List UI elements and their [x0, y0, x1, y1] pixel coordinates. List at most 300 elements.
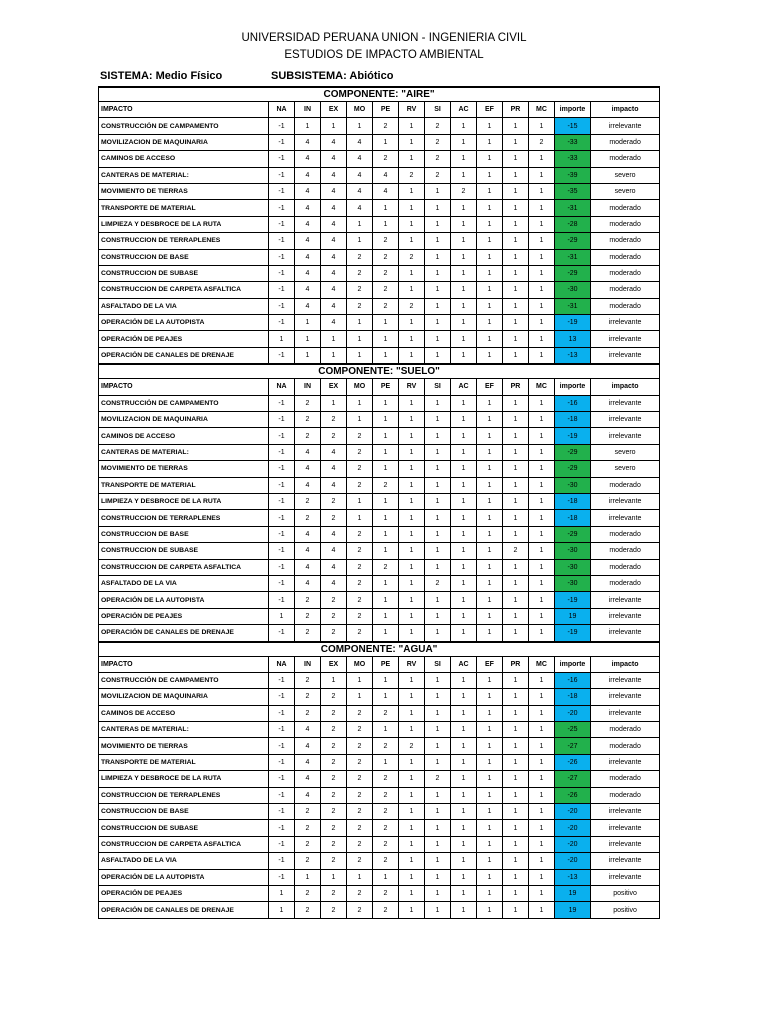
- criterion-value: 2: [399, 738, 425, 754]
- criterion-value: 1: [477, 754, 503, 770]
- column-header: PR: [503, 379, 529, 395]
- importe-cell: 13: [555, 331, 591, 347]
- criterion-value: 2: [347, 771, 373, 787]
- column-header: AC: [451, 656, 477, 672]
- criterion-value: -1: [269, 510, 295, 526]
- criterion-value: 2: [503, 543, 529, 559]
- impact-class: moderado: [591, 477, 660, 493]
- criterion-value: 1: [425, 493, 451, 509]
- criterion-value: 4: [321, 216, 347, 232]
- importe-cell: -20: [555, 705, 591, 721]
- impact-class: irrelevante: [591, 754, 660, 770]
- criterion-value: 1: [529, 118, 555, 134]
- importe-cell: -16: [555, 395, 591, 411]
- column-header: EX: [321, 656, 347, 672]
- criterion-value: 1: [477, 510, 503, 526]
- impact-name: OPERACIÓN DE CANALES DE DRENAJE: [99, 347, 269, 364]
- criterion-value: 1: [451, 298, 477, 314]
- importe-cell: -19: [555, 592, 591, 608]
- criterion-value: 1: [451, 625, 477, 642]
- criterion-value: 1: [451, 167, 477, 183]
- criterion-value: 1: [399, 575, 425, 591]
- criterion-value: 1: [477, 428, 503, 444]
- criterion-value: 1: [373, 526, 399, 542]
- criterion-value: 1: [503, 151, 529, 167]
- impact-class: moderado: [591, 543, 660, 559]
- criterion-value: 1: [477, 282, 503, 298]
- criterion-value: 1: [529, 526, 555, 542]
- impact-class: moderado: [591, 722, 660, 738]
- importe-cell: -27: [555, 738, 591, 754]
- criterion-value: 1: [399, 543, 425, 559]
- criterion-value: 4: [321, 575, 347, 591]
- criterion-value: 1: [347, 412, 373, 428]
- criterion-value: 1: [269, 608, 295, 624]
- criterion-value: 1: [347, 216, 373, 232]
- criterion-value: 1: [425, 249, 451, 265]
- table-row: [99, 167, 660, 183]
- criterion-value: 1: [399, 183, 425, 199]
- impact-name: CAMINOS DE ACCESO: [99, 151, 269, 167]
- impact-name: CAMINOS DE ACCESO: [99, 428, 269, 444]
- column-header: PE: [373, 102, 399, 118]
- criterion-value: 1: [529, 412, 555, 428]
- criterion-value: 2: [373, 771, 399, 787]
- importe-cell: -26: [555, 787, 591, 803]
- impact-class: moderado: [591, 526, 660, 542]
- impact-class: moderado: [591, 738, 660, 754]
- criterion-value: 1: [425, 559, 451, 575]
- impact-name: CONSTRUCCION DE TERRAPLENES: [99, 510, 269, 526]
- criterion-value: 1: [529, 869, 555, 885]
- criterion-value: 1: [477, 118, 503, 134]
- criterion-value: 2: [347, 705, 373, 721]
- impact-class: irrelevante: [591, 395, 660, 411]
- table-row: [99, 151, 660, 167]
- criterion-value: 1: [399, 347, 425, 364]
- criterion-value: 1: [477, 347, 503, 364]
- criterion-value: 1: [373, 331, 399, 347]
- criterion-value: 1: [321, 347, 347, 364]
- impact-class: irrelevante: [591, 493, 660, 509]
- criterion-value: 1: [477, 200, 503, 216]
- impact-name: CONSTRUCCION DE TERRAPLENES: [99, 233, 269, 249]
- criterion-value: -1: [269, 461, 295, 477]
- criterion-value: 1: [399, 771, 425, 787]
- criterion-value: 4: [295, 543, 321, 559]
- criterion-value: 1: [529, 477, 555, 493]
- impact-name: CONSTRUCCION DE SUBASE: [99, 265, 269, 281]
- criterion-value: -1: [269, 444, 295, 460]
- criterion-value: 1: [503, 216, 529, 232]
- criterion-value: 2: [321, 608, 347, 624]
- criterion-value: -1: [269, 298, 295, 314]
- impact-name: LIMPIEZA Y DESBROCE DE LA RUTA: [99, 493, 269, 509]
- criterion-value: 1: [373, 216, 399, 232]
- criterion-value: 4: [321, 233, 347, 249]
- table-row: [99, 315, 660, 331]
- criterion-value: 4: [321, 167, 347, 183]
- impact-name: CANTERAS DE MATERIAL:: [99, 167, 269, 183]
- criterion-value: 2: [295, 428, 321, 444]
- impact-name: CONSTRUCCION DE TERRAPLENES: [99, 787, 269, 803]
- criterion-value: 1: [503, 233, 529, 249]
- impact-class: moderado: [591, 575, 660, 591]
- criterion-value: 2: [347, 526, 373, 542]
- criterion-value: 2: [347, 477, 373, 493]
- table-row: [99, 885, 660, 901]
- column-header: SI: [425, 102, 451, 118]
- criterion-value: 1: [373, 428, 399, 444]
- importe-cell: -31: [555, 200, 591, 216]
- criterion-value: 1: [451, 722, 477, 738]
- criterion-value: -1: [269, 869, 295, 885]
- column-header: NA: [269, 656, 295, 672]
- criterion-value: 2: [347, 608, 373, 624]
- impact-class: moderado: [591, 249, 660, 265]
- column-header: SI: [425, 656, 451, 672]
- impact-class: irrelevante: [591, 608, 660, 624]
- impact-name: ASFALTADO DE LA VIA: [99, 298, 269, 314]
- criterion-value: 1: [347, 331, 373, 347]
- criterion-value: 1: [503, 282, 529, 298]
- criterion-value: 2: [321, 592, 347, 608]
- criterion-value: 1: [425, 428, 451, 444]
- impact-class: moderado: [591, 559, 660, 575]
- criterion-value: 1: [373, 722, 399, 738]
- impact-name: MOVILIZACION DE MAQUINARIA: [99, 412, 269, 428]
- criterion-value: 4: [295, 151, 321, 167]
- criterion-value: 1: [425, 331, 451, 347]
- criterion-value: 1: [425, 282, 451, 298]
- criterion-value: 1: [373, 412, 399, 428]
- criterion-value: 2: [321, 738, 347, 754]
- criterion-value: 2: [347, 298, 373, 314]
- table-row: [99, 298, 660, 314]
- criterion-value: 1: [451, 608, 477, 624]
- table-row: [99, 265, 660, 281]
- criterion-value: 1: [425, 804, 451, 820]
- criterion-value: -1: [269, 689, 295, 705]
- importe-cell: -18: [555, 689, 591, 705]
- criterion-value: 1: [477, 151, 503, 167]
- criterion-value: 4: [295, 738, 321, 754]
- impact-name: OPERACIÓN DE LA AUTOPISTA: [99, 869, 269, 885]
- criterion-value: 1: [451, 249, 477, 265]
- criterion-value: 4: [321, 265, 347, 281]
- criterion-value: 1: [503, 200, 529, 216]
- criterion-value: 1: [399, 493, 425, 509]
- criterion-value: 1: [503, 477, 529, 493]
- criterion-value: 1: [503, 787, 529, 803]
- criterion-value: 1: [477, 216, 503, 232]
- criterion-value: 1: [451, 151, 477, 167]
- criterion-value: 1: [425, 608, 451, 624]
- importe-cell: -20: [555, 804, 591, 820]
- criterion-value: -1: [269, 395, 295, 411]
- importe-cell: -29: [555, 461, 591, 477]
- impact-class: irrelevante: [591, 412, 660, 428]
- criterion-value: 1: [399, 477, 425, 493]
- criterion-value: 1: [503, 347, 529, 364]
- importe-cell: -29: [555, 233, 591, 249]
- impact-name: TRANSPORTE DE MATERIAL: [99, 200, 269, 216]
- criterion-value: 1: [477, 526, 503, 542]
- impact-name: MOVILIZACION DE MAQUINARIA: [99, 134, 269, 150]
- criterion-value: 1: [451, 754, 477, 770]
- criterion-value: 1: [425, 298, 451, 314]
- criterion-value: -1: [269, 200, 295, 216]
- criterion-value: 1: [399, 787, 425, 803]
- criterion-value: 1: [477, 395, 503, 411]
- criterion-value: 1: [477, 575, 503, 591]
- criterion-value: 2: [399, 167, 425, 183]
- table-row: [99, 787, 660, 803]
- criterion-value: 1: [399, 608, 425, 624]
- impact-class: moderado: [591, 282, 660, 298]
- impact-class: positivo: [591, 902, 660, 918]
- criterion-value: 2: [373, 298, 399, 314]
- impact-class: irrelevante: [591, 820, 660, 836]
- criterion-value: 1: [425, 787, 451, 803]
- criterion-value: 1: [425, 395, 451, 411]
- column-header: PE: [373, 379, 399, 395]
- criterion-value: 1: [399, 820, 425, 836]
- criterion-value: 1: [321, 395, 347, 411]
- criterion-value: 1: [503, 771, 529, 787]
- impact-name: CONSTRUCCION DE BASE: [99, 526, 269, 542]
- criterion-value: 4: [347, 151, 373, 167]
- criterion-value: 1: [373, 315, 399, 331]
- criterion-value: 1: [503, 820, 529, 836]
- importe-cell: -19: [555, 625, 591, 642]
- criterion-value: 1: [503, 853, 529, 869]
- criterion-value: 1: [399, 722, 425, 738]
- criterion-value: 1: [347, 672, 373, 688]
- study-title: ESTUDIOS DE IMPACTO AMBIENTAL: [284, 49, 484, 61]
- criterion-value: 1: [399, 592, 425, 608]
- criterion-value: 1: [451, 347, 477, 364]
- criterion-value: 4: [321, 543, 347, 559]
- criterion-value: 1: [399, 885, 425, 901]
- criterion-value: 1: [451, 477, 477, 493]
- importe-cell: -20: [555, 836, 591, 852]
- impact-class: moderado: [591, 151, 660, 167]
- criterion-value: 1: [347, 347, 373, 364]
- criterion-value: 1: [477, 265, 503, 281]
- criterion-value: 1: [477, 804, 503, 820]
- criterion-value: 1: [451, 461, 477, 477]
- criterion-value: 4: [321, 282, 347, 298]
- impact-name: CONSTRUCCION DE SUBASE: [99, 543, 269, 559]
- criterion-value: 4: [321, 315, 347, 331]
- impact-name: TRANSPORTE DE MATERIAL: [99, 754, 269, 770]
- criterion-value: 1: [451, 543, 477, 559]
- criterion-value: 1: [451, 738, 477, 754]
- criterion-value: 4: [373, 183, 399, 199]
- criterion-value: 1: [503, 265, 529, 281]
- criterion-value: 1: [399, 315, 425, 331]
- criterion-value: -1: [269, 592, 295, 608]
- criterion-value: 2: [373, 705, 399, 721]
- criterion-value: 1: [373, 575, 399, 591]
- impact-class: moderado: [591, 134, 660, 150]
- table-row: [99, 526, 660, 542]
- criterion-value: 4: [321, 151, 347, 167]
- criterion-value: 1: [477, 412, 503, 428]
- criterion-value: 1: [269, 885, 295, 901]
- impact-name: ASFALTADO DE LA VIA: [99, 575, 269, 591]
- criterion-value: 2: [321, 754, 347, 770]
- criterion-value: 1: [529, 298, 555, 314]
- importe-cell: -19: [555, 428, 591, 444]
- impact-class: irrelevante: [591, 625, 660, 642]
- criterion-value: 2: [399, 249, 425, 265]
- criterion-value: 4: [295, 233, 321, 249]
- criterion-value: 2: [373, 853, 399, 869]
- impact-name: CONSTRUCCION DE CARPETA ASFALTICA: [99, 282, 269, 298]
- criterion-value: 4: [295, 183, 321, 199]
- importe-cell: -35: [555, 183, 591, 199]
- criterion-value: 1: [503, 559, 529, 575]
- criterion-value: 2: [347, 885, 373, 901]
- criterion-value: 1: [477, 738, 503, 754]
- criterion-value: 1: [529, 331, 555, 347]
- criterion-value: 1: [477, 315, 503, 331]
- criterion-value: 1: [477, 625, 503, 642]
- criterion-value: 2: [321, 428, 347, 444]
- criterion-value: 1: [477, 689, 503, 705]
- criterion-value: 1: [477, 493, 503, 509]
- criterion-value: 1: [425, 885, 451, 901]
- criterion-value: -1: [269, 347, 295, 364]
- criterion-value: 2: [347, 428, 373, 444]
- impact-class: irrelevante: [591, 428, 660, 444]
- criterion-value: 1: [373, 672, 399, 688]
- criterion-value: 2: [295, 412, 321, 428]
- impact-name: CANTERAS DE MATERIAL:: [99, 444, 269, 460]
- sistema-label: SISTEMA: Medio Físico: [100, 70, 223, 82]
- criterion-value: 1: [373, 493, 399, 509]
- importe-cell: -27: [555, 771, 591, 787]
- impact-class: irrelevante: [591, 592, 660, 608]
- criterion-value: 2: [295, 705, 321, 721]
- criterion-value: 1: [451, 444, 477, 460]
- criterion-value: 1: [477, 331, 503, 347]
- column-header: IMPACTO: [99, 102, 269, 118]
- criterion-value: 1: [503, 625, 529, 642]
- importe-cell: -30: [555, 575, 591, 591]
- criterion-value: 1: [425, 477, 451, 493]
- table-row: [99, 869, 660, 885]
- criterion-value: 1: [529, 282, 555, 298]
- component-header: [99, 87, 660, 102]
- criterion-value: -1: [269, 249, 295, 265]
- column-header: impacto: [591, 656, 660, 672]
- criterion-value: 1: [477, 298, 503, 314]
- criterion-value: -1: [269, 853, 295, 869]
- table-row: [99, 836, 660, 852]
- criterion-value: 2: [295, 804, 321, 820]
- criterion-value: 2: [321, 493, 347, 509]
- importe-cell: -19: [555, 315, 591, 331]
- criterion-value: 1: [295, 118, 321, 134]
- criterion-value: 1: [373, 689, 399, 705]
- criterion-value: 2: [347, 444, 373, 460]
- column-header: MO: [347, 656, 373, 672]
- importe-cell: -15: [555, 118, 591, 134]
- column-header: MO: [347, 102, 373, 118]
- criterion-value: 1: [295, 869, 321, 885]
- criterion-value: -1: [269, 477, 295, 493]
- criterion-value: 1: [529, 820, 555, 836]
- column-header: RV: [399, 656, 425, 672]
- criterion-value: 1: [503, 428, 529, 444]
- impact-name: MOVIMIENTO DE TIERRAS: [99, 738, 269, 754]
- criterion-value: 1: [451, 902, 477, 918]
- criterion-value: 1: [347, 510, 373, 526]
- importe-cell: -18: [555, 412, 591, 428]
- criterion-value: 2: [347, 804, 373, 820]
- criterion-value: 2: [373, 151, 399, 167]
- criterion-value: 1: [451, 510, 477, 526]
- criterion-value: 1: [503, 510, 529, 526]
- criterion-value: 2: [373, 885, 399, 901]
- criterion-value: 4: [295, 461, 321, 477]
- criterion-value: 1: [321, 672, 347, 688]
- criterion-value: 1: [269, 902, 295, 918]
- criterion-value: 1: [477, 722, 503, 738]
- criterion-value: 2: [321, 885, 347, 901]
- table-row: [99, 477, 660, 493]
- criterion-value: 1: [503, 738, 529, 754]
- criterion-value: 1: [451, 820, 477, 836]
- importe-cell: -28: [555, 216, 591, 232]
- impact-class: moderado: [591, 771, 660, 787]
- criterion-value: 1: [529, 167, 555, 183]
- criterion-value: 1: [451, 493, 477, 509]
- criterion-value: 1: [399, 836, 425, 852]
- criterion-value: 1: [529, 493, 555, 509]
- criterion-value: 1: [477, 543, 503, 559]
- criterion-value: 1: [425, 216, 451, 232]
- criterion-value: 1: [451, 575, 477, 591]
- table-row: [99, 331, 660, 347]
- criterion-value: 1: [425, 836, 451, 852]
- importe-cell: -20: [555, 820, 591, 836]
- table-row: [99, 559, 660, 575]
- table-row: [99, 705, 660, 721]
- criterion-value: 1: [399, 853, 425, 869]
- criterion-value: 2: [295, 625, 321, 642]
- criterion-value: -1: [269, 493, 295, 509]
- criterion-value: 1: [503, 183, 529, 199]
- criterion-value: 2: [321, 412, 347, 428]
- criterion-value: 1: [529, 249, 555, 265]
- criterion-value: 1: [373, 608, 399, 624]
- criterion-value: 1: [451, 282, 477, 298]
- criterion-value: 2: [425, 575, 451, 591]
- impact-name: CANTERAS DE MATERIAL:: [99, 722, 269, 738]
- criterion-value: 1: [477, 461, 503, 477]
- criterion-value: 1: [529, 672, 555, 688]
- criterion-value: 1: [477, 836, 503, 852]
- column-header: RV: [399, 102, 425, 118]
- criterion-value: 1: [529, 575, 555, 591]
- criterion-value: 1: [477, 134, 503, 150]
- column-header: PR: [503, 102, 529, 118]
- criterion-value: 1: [451, 315, 477, 331]
